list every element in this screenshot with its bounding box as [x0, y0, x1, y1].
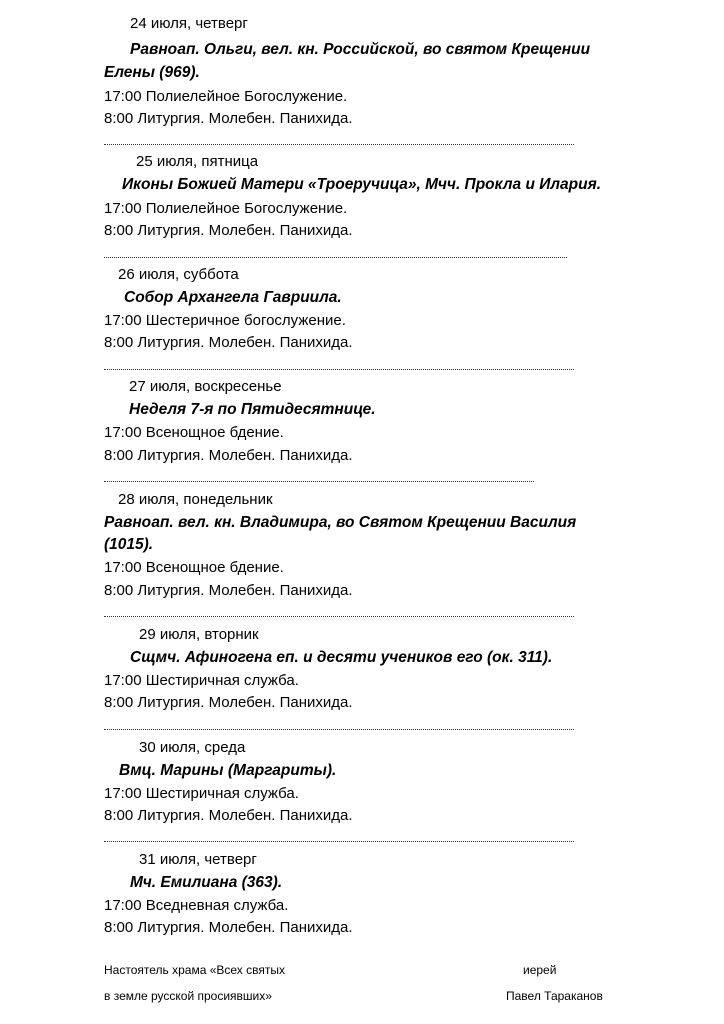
feast-title: Равноап. Ольги, вел. кн. Российской, во святом Крещении	[130, 41, 591, 58]
feast-title: Вмц. Марины (Маргариты).	[119, 762, 337, 779]
morning-service: 8:00 Литургия. Молебен. Панихида.	[104, 582, 353, 599]
feast-title: Неделя 7-я по Пятидесятнице.	[129, 401, 376, 418]
dotted-separator	[104, 616, 574, 617]
morning-service: 8:00 Литургия. Молебен. Панихида.	[104, 447, 353, 464]
feast-title: Иконы Божией Матери «Троеручица», Мчч. Прокла и Илария.	[122, 176, 602, 193]
dotted-separator	[104, 729, 574, 730]
day-date: 25 июля, пятница	[136, 153, 259, 170]
feast-title: Равноап. вел. кн. Владимира, во Святом Крещении Василия	[104, 514, 577, 531]
dotted-separator	[104, 841, 574, 842]
feast-title-continuation: Елены (969).	[104, 64, 200, 81]
priest-name: Павел Тараканов	[506, 989, 603, 1003]
dotted-separator	[104, 369, 574, 370]
rector-title-line1: Настоятель храма «Всех святых	[104, 963, 285, 977]
day-date: 29 июля, вторник	[139, 626, 259, 643]
morning-service: 8:00 Литургия. Молебен. Панихида.	[104, 919, 353, 936]
priest-rank: иерей	[523, 963, 557, 977]
evening-service: 17:00 Всенощное бдение.	[104, 424, 284, 441]
feast-title-continuation: (1015).	[104, 536, 154, 553]
feast-title: Мч. Емилиана (363).	[130, 874, 283, 891]
day-date: 24 июля, четверг	[130, 15, 248, 32]
morning-service: 8:00 Литургия. Молебен. Панихида.	[104, 222, 353, 239]
feast-title: Собор Архангела Гавриила.	[124, 289, 342, 306]
day-date: 27 июля, воскресенье	[129, 378, 282, 395]
evening-service: 17:00 Полиелейное Богослужение.	[104, 200, 348, 217]
morning-service: 8:00 Литургия. Молебен. Панихида.	[104, 334, 353, 351]
dotted-separator	[104, 144, 574, 145]
evening-service: 17:00 Полиелейное Богослужение.	[104, 88, 348, 105]
day-date: 30 июля, среда	[139, 739, 246, 756]
day-date: 28 июля, понедельник	[118, 491, 273, 508]
evening-service: 17:00 Шестеричное богослужение.	[104, 312, 346, 329]
dotted-separator	[104, 481, 534, 482]
morning-service: 8:00 Литургия. Молебен. Панихида.	[104, 807, 353, 824]
morning-service: 8:00 Литургия. Молебен. Панихида.	[104, 694, 353, 711]
day-date: 31 июля, четверг	[139, 851, 257, 868]
evening-service: 17:00 Шестиричная служба.	[104, 785, 299, 802]
morning-service: 8:00 Литургия. Молебен. Панихида.	[104, 110, 353, 127]
dotted-separator	[104, 257, 567, 258]
evening-service: 17:00 Вседневная служба.	[104, 897, 289, 914]
rector-title-line2: в земле русской просиявших»	[104, 989, 272, 1003]
evening-service: 17:00 Шестиричная служба.	[104, 672, 299, 689]
evening-service: 17:00 Всенощное бдение.	[104, 559, 284, 576]
feast-title: Сщмч. Афиногена еп. и десяти учеников его (ок. 311).	[130, 649, 553, 666]
day-date: 26 июля, суббота	[118, 266, 239, 283]
